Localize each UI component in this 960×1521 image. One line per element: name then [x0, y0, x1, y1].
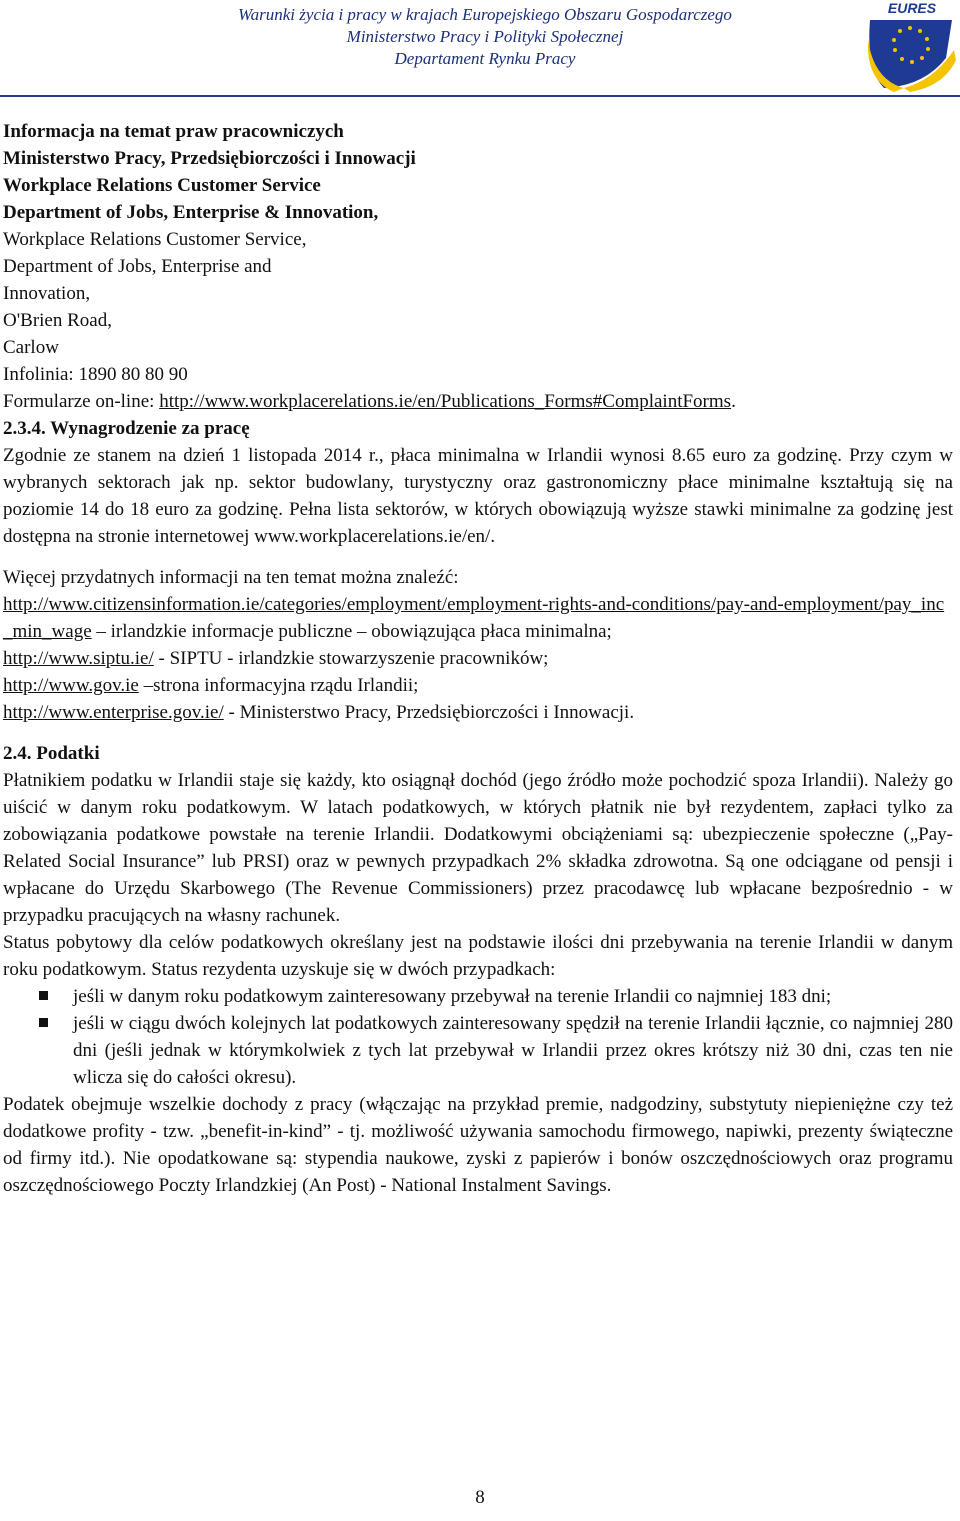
running-header [150, 4, 820, 70]
eures-logo-text: EURES [887, 0, 937, 16]
address-line: Carlow [3, 337, 59, 358]
header-line-2: Ministerstwo Pracy i Polityki Społecznej [346, 27, 624, 46]
contact-heading-line: Department of Jobs, Enterprise & Innovation, [3, 202, 379, 223]
wages-paragraph: Zgodnie ze stanem na dzień 1 listopada 2014 r., płaca minimalna w Irlandii wynosi 8.65 euro za godzinę. Przy czym w wybranych sektorach jak np. sektor budowlany, turystyczny oraz gastronomiczny płace minimalne kształtują się na poziomie 14 do 18 euro za godzinę. Pełna lista sektorów, w których obowiązują wyższe stawki minimalne za godzinę jest dostępna na stronie internetowej www.workplacerelations.ie/en/. [3, 445, 953, 547]
address-line: Workplace Relations Customer Service, [3, 229, 307, 250]
link-desc: - SIPTU - irlandzkie stowarzyszenie pracowników; [153, 648, 549, 669]
forms-end: . [731, 391, 736, 412]
siptu-link[interactable]: http://www.siptu.ie/ [3, 648, 154, 669]
link-entry [3, 591, 953, 645]
eures-logo [864, 0, 960, 92]
contact-heading-line: Ministerstwo Pracy, Przedsiębiorczości i Innowacji [3, 148, 416, 169]
more-info-text: Więcej przydatnych informacji na ten temat można znaleźć: [3, 567, 459, 588]
forms-link[interactable]: http://www.workplacerelations.ie/en/Publications_Forms#ComplaintForms [159, 391, 732, 412]
contact-heading-line: Workplace Relations Customer Service [3, 175, 321, 196]
link-desc: - Ministerstwo Pracy, Przedsiębiorczości i Innowacji. [223, 702, 635, 723]
list-item: jeśli w ciągu dwóch kolejnych lat podatkowych zainteresowany spędził na terenie Irlandii łącznie, co najmniej 280 dni (jeśli jednak w którymkolwiek z tych lat przebywał w Irlandii przez okres krótszy niż 30 dni, czas ten nie wlicza się do całości okresu). [3, 1010, 953, 1091]
link-desc: –strona informacyjna rządu Irlandii; [138, 675, 419, 696]
address-line: Infolinia: 1890 80 80 90 [3, 364, 188, 385]
page-content [3, 118, 953, 1199]
section-number: 2.4. [3, 743, 32, 764]
header-rule [0, 95, 960, 97]
section-heading-taxes [3, 740, 953, 767]
forms-label: Formularze on-line: [3, 391, 160, 412]
contact-heading-line: Informacja na temat praw pracowniczych [3, 121, 344, 142]
list-item: jeśli w danym roku podatkowym zainteresowany przebywał na terenie Irlandii co najmniej 183 dni; [3, 983, 953, 1010]
link-entry [3, 672, 953, 699]
page-number: 8 [475, 1487, 485, 1508]
forms-line [3, 388, 953, 415]
section-heading-wages [3, 415, 953, 442]
taxes-paragraph-2: Status pobytowy dla celów podatkowych określany jest na podstawie ilości dni przebywania na terenie Irlandii w danym roku podatkowym. Status rezydenta uzyskuje się w dwóch przypadkach: [3, 932, 953, 980]
header-line-3: Departament Rynku Pracy [394, 49, 576, 68]
address-line: Department of Jobs, Enterprise and [3, 256, 272, 277]
taxes-paragraph-3: Podatek obejmuje wszelkie dochody z pracy (włączając na przykład premie, nadgodziny, substytuty niepieniężne czy też dodatkowe profity - tzw. „benefit-in-kind” - tj. możliwość używania samochodu firmowego, napiwki, prezenty świąteczne od firmy itd.). Nie opodatkowane są: stypendia naukowe, zyski z papierów i bonów oszczędnościowych oraz programu oszczędnościowego Poczty Irlandzkiej (An Post) - National Instalment Savings. [3, 1094, 953, 1196]
link-entry [3, 645, 953, 672]
section-title: Podatki [36, 743, 100, 764]
section-title: Wynagrodzenie za pracę [50, 418, 250, 439]
citizensinformation-link[interactable]: http://www.citizensinformation.ie/categories/employment/employment-rights-and-conditions/pay-and-employment/pay_inc_min_wage [3, 594, 945, 642]
header-line-1: Warunki życia i pracy w krajach Europejskiego Obszaru Gospodarczego [238, 5, 732, 24]
residency-bullets [3, 983, 953, 1091]
link-entry [3, 699, 953, 726]
section-number: 2.3.4. [3, 418, 46, 439]
bullet-square-icon [39, 1018, 48, 1027]
link-desc: – irlandzkie informacje publiczne – obowiązująca płaca minimalna; [91, 621, 612, 642]
enterprise-link[interactable]: http://www.enterprise.gov.ie/ [3, 702, 224, 723]
bullet-square-icon [39, 991, 48, 1000]
taxes-paragraph-1: Płatnikiem podatku w Irlandii staje się każdy, kto osiągnął dochód (jego źródło może pochodzić spoza Irlandii). Należy go uiścić w danym roku podatkowym. W latach podatkowych, w których płatnik nie był rezydentem, zapłaci tylko za zobowiązania podatkowe powstałe na terenie Irlandii. Dodatkowymi obciążeniami są: ubezpieczenie społeczne („Pay-Related Social Insurance” lub PRSI) oraz w pewnych przypadkach 2% składka zdrowotna. Są one odciągane od pensji i wpłacane do Urzędu Skarbowego (The Revenue Commissioners) przez pracodawcę lub wpłacane bezpośrednio - w przypadku pracujących na własny rachunek. [3, 770, 953, 926]
contact-address [3, 226, 953, 415]
address-line: O'Brien Road, [3, 310, 112, 331]
contact-heading [3, 118, 953, 226]
address-line: Innovation, [3, 283, 91, 304]
gov-link[interactable]: http://www.gov.ie [3, 675, 139, 696]
